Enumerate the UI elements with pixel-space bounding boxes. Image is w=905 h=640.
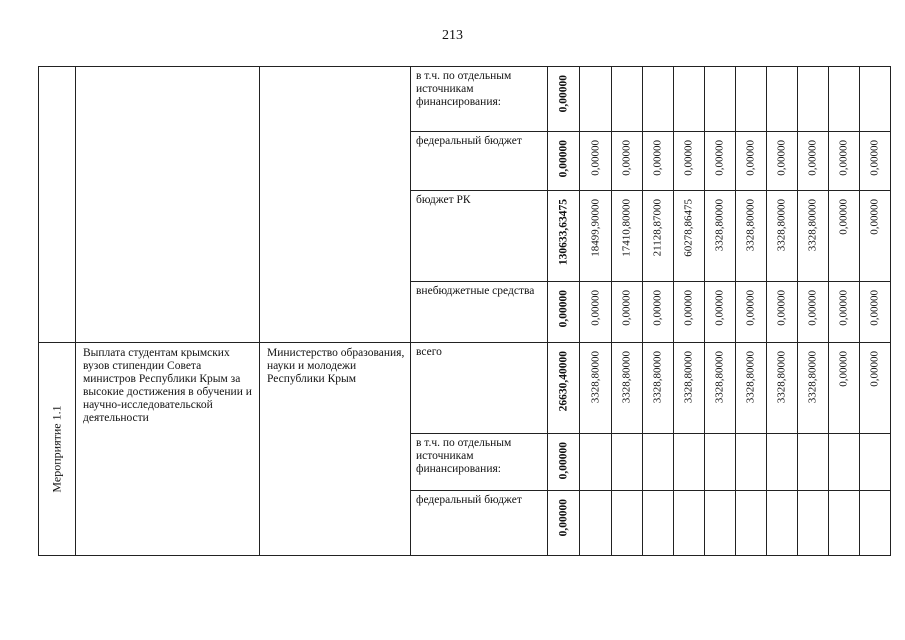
- value-cell: [798, 343, 829, 434]
- total-value: 130633,63475: [557, 199, 569, 266]
- value-cell: [736, 132, 767, 191]
- executor-cell: Министерство образования, науки и молодежи Республики Крым: [260, 343, 411, 556]
- year-value: 3328,80000: [806, 351, 819, 404]
- year-value: 3328,80000: [651, 351, 664, 404]
- value-cell: [736, 491, 767, 556]
- value-cell: [612, 132, 643, 191]
- value-cell: [674, 343, 705, 434]
- year-value: 60278,86475: [682, 199, 695, 257]
- value-cell: [548, 282, 580, 343]
- value-cell: [767, 282, 798, 343]
- table-row: [39, 67, 891, 132]
- value-cell: [829, 132, 860, 191]
- description-cell: Выплата студентам крымских вузов стипендии Совета министров Республики Крым за высокие достижения в обучении и научно-исследовательской деятельности: [76, 343, 260, 556]
- year-value: 0,00000: [775, 290, 788, 326]
- year-value: 3328,80000: [713, 199, 726, 252]
- year-value: 0,00000: [868, 140, 881, 176]
- value-cell: [705, 343, 736, 434]
- year-value: 0,00000: [868, 351, 881, 387]
- total-value: 0,00000: [557, 442, 569, 480]
- year-value: 3328,80000: [775, 199, 788, 252]
- value-cell: [612, 343, 643, 434]
- value-cell: [860, 491, 891, 556]
- value-cell: [860, 282, 891, 343]
- year-value: 0,00000: [713, 140, 726, 176]
- year-value: 3328,80000: [744, 199, 757, 252]
- value-cell: [798, 434, 829, 491]
- value-cell: [767, 434, 798, 491]
- value-cell: [612, 191, 643, 282]
- year-value: 0,00000: [589, 290, 601, 326]
- year-value: 3328,80000: [806, 199, 819, 252]
- value-cell: [580, 434, 612, 491]
- value-cell: [829, 434, 860, 491]
- value-cell: [798, 191, 829, 282]
- year-value: 0,00000: [589, 140, 601, 176]
- total-value: 0,00000: [557, 75, 569, 113]
- source-label: бюджет РК: [411, 191, 548, 282]
- value-cell: [643, 434, 674, 491]
- value-cell: [736, 191, 767, 282]
- year-value: 0,00000: [713, 290, 726, 326]
- value-cell: [829, 191, 860, 282]
- year-value: 3328,80000: [682, 351, 695, 404]
- value-cell: [643, 132, 674, 191]
- value-cell: [736, 343, 767, 434]
- year-value: 0,00000: [620, 140, 633, 176]
- value-cell: [580, 491, 612, 556]
- value-cell: [643, 282, 674, 343]
- year-value: 18499,90000: [589, 199, 601, 257]
- value-cell: [705, 491, 736, 556]
- value-cell: [860, 434, 891, 491]
- year-value: 0,00000: [868, 199, 881, 235]
- value-cell: [767, 132, 798, 191]
- value-cell: [548, 434, 580, 491]
- total-value: 26630,40000: [557, 351, 569, 412]
- value-cell: [580, 67, 612, 132]
- executor-cell-continued: [260, 67, 411, 343]
- value-cell: [580, 343, 612, 434]
- year-value: 3328,80000: [589, 351, 601, 404]
- year-value: 0,00000: [837, 290, 850, 326]
- year-value: 0,00000: [868, 290, 881, 326]
- value-cell: [705, 67, 736, 132]
- source-label: в т.ч. по отдельным источникам финансирования:: [411, 67, 548, 132]
- value-cell: [643, 491, 674, 556]
- measure-cell: [39, 343, 76, 556]
- year-value: 0,00000: [744, 290, 757, 326]
- value-cell: [705, 434, 736, 491]
- source-label: всего: [411, 343, 548, 434]
- value-cell: [643, 343, 674, 434]
- value-cell: [829, 282, 860, 343]
- value-cell: [548, 132, 580, 191]
- value-cell: [767, 491, 798, 556]
- source-label: внебюджетные средства: [411, 282, 548, 343]
- value-cell: [798, 67, 829, 132]
- year-value: 0,00000: [837, 140, 850, 176]
- source-label: федеральный бюджет: [411, 491, 548, 556]
- value-cell: [860, 191, 891, 282]
- measure-label: Мероприятие 1.1: [49, 405, 64, 493]
- description-cell-continued: [76, 67, 260, 343]
- value-cell: [548, 191, 580, 282]
- value-cell: [860, 343, 891, 434]
- value-cell: [829, 67, 860, 132]
- year-value: 0,00000: [744, 140, 757, 176]
- value-cell: [580, 191, 612, 282]
- value-cell: [674, 191, 705, 282]
- value-cell: [829, 343, 860, 434]
- value-cell: [548, 343, 580, 434]
- value-cell: [674, 67, 705, 132]
- source-label: в т.ч. по отдельным источникам финансирования:: [411, 434, 548, 491]
- value-cell: [674, 282, 705, 343]
- value-cell: [736, 434, 767, 491]
- value-cell: [767, 67, 798, 132]
- year-value: 3328,80000: [744, 351, 757, 404]
- value-cell: [705, 132, 736, 191]
- year-value: 0,00000: [806, 140, 819, 176]
- year-value: 0,00000: [775, 140, 788, 176]
- year-value: 0,00000: [837, 199, 850, 235]
- total-value: 0,00000: [557, 290, 569, 328]
- value-cell: [705, 191, 736, 282]
- value-cell: [860, 132, 891, 191]
- value-cell: [674, 132, 705, 191]
- year-value: 21128,87000: [651, 199, 664, 257]
- total-value: 0,00000: [557, 499, 569, 537]
- year-value: 3328,80000: [775, 351, 788, 404]
- budget-table: [38, 66, 891, 556]
- value-cell: [767, 343, 798, 434]
- page-number: 213: [442, 28, 463, 43]
- value-cell: [612, 67, 643, 132]
- measure-cell-continued: [39, 67, 76, 343]
- year-value: 3328,80000: [620, 351, 633, 404]
- year-value: 0,00000: [682, 290, 695, 326]
- value-cell: [612, 282, 643, 343]
- value-cell: [860, 67, 891, 132]
- value-cell: [798, 282, 829, 343]
- value-cell: [767, 191, 798, 282]
- value-cell: [612, 491, 643, 556]
- value-cell: [798, 132, 829, 191]
- value-cell: [643, 67, 674, 132]
- value-cell: [548, 491, 580, 556]
- value-cell: [674, 491, 705, 556]
- year-value: 0,00000: [682, 140, 695, 176]
- value-cell: [643, 191, 674, 282]
- value-cell: [705, 282, 736, 343]
- year-value: 0,00000: [620, 290, 633, 326]
- value-cell: [580, 282, 612, 343]
- year-value: 17410,80000: [620, 199, 633, 257]
- source-label: федеральный бюджет: [411, 132, 548, 191]
- value-cell: [736, 282, 767, 343]
- year-value: 0,00000: [806, 290, 819, 326]
- value-cell: [674, 434, 705, 491]
- value-cell: [736, 67, 767, 132]
- total-value: 0,00000: [557, 140, 569, 178]
- value-cell: [612, 434, 643, 491]
- year-value: 0,00000: [837, 351, 850, 387]
- year-value: 0,00000: [651, 140, 664, 176]
- value-cell: [829, 491, 860, 556]
- value-cell: [798, 491, 829, 556]
- value-cell: [580, 132, 612, 191]
- year-value: 0,00000: [651, 290, 664, 326]
- table-row: [39, 343, 891, 434]
- value-cell: [548, 67, 580, 132]
- year-value: 3328,80000: [713, 351, 726, 404]
